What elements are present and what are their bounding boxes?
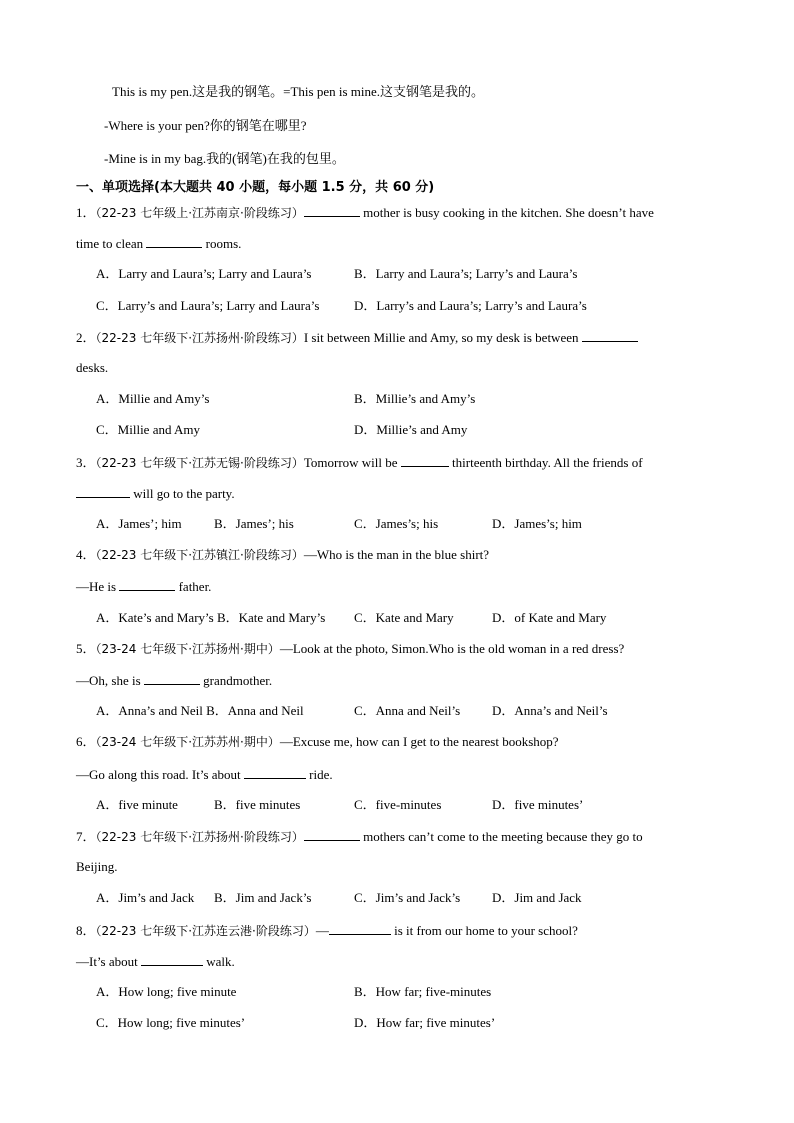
answer-blank[interactable] bbox=[582, 329, 638, 342]
question-7-option-d[interactable]: D．Jim and Jack bbox=[492, 890, 582, 905]
question-7-option-a[interactable]: A．Jim’s and Jack bbox=[96, 890, 195, 905]
question-1-line2: time to clean rooms. bbox=[76, 236, 242, 251]
question-7-option-b[interactable]: B．Jim and Jack’s bbox=[214, 890, 312, 905]
answer-blank[interactable] bbox=[144, 672, 200, 685]
question-1-option-c[interactable]: C．Larry’s and Laura’s; Larry and Laura’s bbox=[96, 298, 320, 313]
question-8-option-b[interactable]: B．How far; five-minutes bbox=[354, 984, 492, 999]
answer-blank[interactable] bbox=[141, 953, 203, 966]
question-4-stem: 4．（22-23 七年级下·江苏镇江·阶段练习）—Who is the man in the blue shirt? bbox=[76, 547, 490, 562]
answer-blank[interactable] bbox=[146, 235, 202, 248]
question-5-stem: 5．（23-24 七年级下·江苏扬州·期中）—Look at the photo, Simon.Who is the old woman in a red dress? bbox=[76, 641, 625, 656]
answer-blank[interactable] bbox=[304, 828, 360, 841]
answer-blank[interactable] bbox=[304, 204, 360, 217]
question-4-option-d[interactable]: D．of Kate and Mary bbox=[492, 610, 607, 625]
question-3-option-c[interactable]: C．James’s; his bbox=[354, 516, 439, 531]
question-8-option-d[interactable]: D．How far; five minutes’ bbox=[354, 1015, 496, 1030]
question-1-option-d[interactable]: D．Larry’s and Laura’s; Larry’s and Laura’s bbox=[354, 298, 587, 313]
answer-blank[interactable] bbox=[401, 454, 449, 467]
question-2-line2: desks. bbox=[76, 360, 109, 375]
question-2-option-c[interactable]: C．Millie and Amy bbox=[96, 422, 201, 437]
question-1-option-a[interactable]: A．Larry and Laura’s; Larry and Laura’s bbox=[96, 266, 312, 281]
question-4-option-c[interactable]: C．Kate and Mary bbox=[354, 610, 454, 625]
question-3-option-b[interactable]: B．James’; his bbox=[214, 516, 294, 531]
question-8-line2: —It’s about walk. bbox=[76, 954, 235, 969]
question-8-option-a[interactable]: A．How long; five minute bbox=[96, 984, 237, 999]
question-1-stem: 1．（22-23 七年级上·江苏南京·阶段练习） mother is busy cooking in the kitchen. She doesn’t have bbox=[76, 205, 654, 220]
question-5-line2: —Oh, she is grandmother. bbox=[76, 673, 273, 688]
section-title: 一、单项选择(本大题共 40 小题，每小题 1.5 分，共 60 分) bbox=[76, 180, 435, 195]
question-7-option-c[interactable]: C．Jim’s and Jack’s bbox=[354, 890, 461, 905]
question-1-option-b[interactable]: B．Larry and Laura’s; Larry’s and Laura’s bbox=[354, 266, 578, 281]
intro-line-1: This is my pen.这是我的钢笔。=This pen is mine.这支钢笔是我的。 bbox=[112, 84, 485, 99]
question-2-option-b[interactable]: B．Millie’s and Amy’s bbox=[354, 391, 476, 406]
question-6-option-a[interactable]: A．five minute bbox=[96, 797, 178, 812]
question-7-stem: 7．（22-23 七年级下·江苏扬州·阶段练习） mothers can’t come to the meeting because they go to bbox=[76, 829, 643, 844]
intro-line-2: -Where is your pen?你的钢笔在哪里? bbox=[104, 118, 307, 133]
answer-blank[interactable] bbox=[244, 766, 306, 779]
intro-line-3: -Mine is in my bag.我的(钢笔)在我的包里。 bbox=[104, 151, 345, 166]
question-6-stem: 6．（23-24 七年级下·江苏苏州·期中）—Excuse me, how can I get to the nearest bookshop? bbox=[76, 734, 559, 749]
question-3-stem: 3．（22-23 七年级下·江苏无锡·阶段练习）Tomorrow will be thirteenth birthday. All the friends of bbox=[76, 455, 643, 470]
question-2-option-d[interactable]: D．Millie’s and Amy bbox=[354, 422, 468, 437]
question-2-stem: 2．（22-23 七年级下·江苏扬州·阶段练习）I sit between Millie and Amy, so my desk is between bbox=[76, 329, 638, 346]
question-4-option-ab[interactable]: A．Kate’s and Mary’s B．Kate and Mary’s bbox=[96, 610, 326, 625]
question-5-option-c[interactable]: C．Anna and Neil’s bbox=[354, 703, 461, 718]
question-3-option-d[interactable]: D．James’s; him bbox=[492, 516, 582, 531]
question-8-option-c[interactable]: C．How long; five minutes’ bbox=[96, 1015, 246, 1030]
question-5-option-d[interactable]: D．Anna’s and Neil’s bbox=[492, 703, 608, 718]
question-6-option-d[interactable]: D．five minutes’ bbox=[492, 797, 584, 812]
question-4-line2: —He is father. bbox=[76, 579, 212, 594]
question-7-line2: Beijing. bbox=[76, 859, 118, 874]
question-8-stem: 8．（22-23 七年级下·江苏连云港·阶段练习）— is it from our home to your school? bbox=[76, 923, 578, 938]
question-6-option-c[interactable]: C．five-minutes bbox=[354, 797, 442, 812]
question-3-option-a[interactable]: A．James’; him bbox=[96, 516, 182, 531]
answer-blank[interactable] bbox=[119, 578, 175, 591]
question-5-option-ab[interactable]: A．Anna’s and Neil B．Anna and Neil bbox=[96, 703, 304, 718]
answer-blank[interactable] bbox=[76, 485, 130, 498]
question-6-line2: —Go along this road. It’s about ride. bbox=[76, 767, 333, 782]
question-6-option-b[interactable]: B．five minutes bbox=[214, 797, 301, 812]
answer-blank[interactable] bbox=[329, 922, 391, 935]
question-2-option-a[interactable]: A．Millie and Amy’s bbox=[96, 391, 210, 406]
question-3-line2: will go to the party. bbox=[76, 485, 235, 502]
